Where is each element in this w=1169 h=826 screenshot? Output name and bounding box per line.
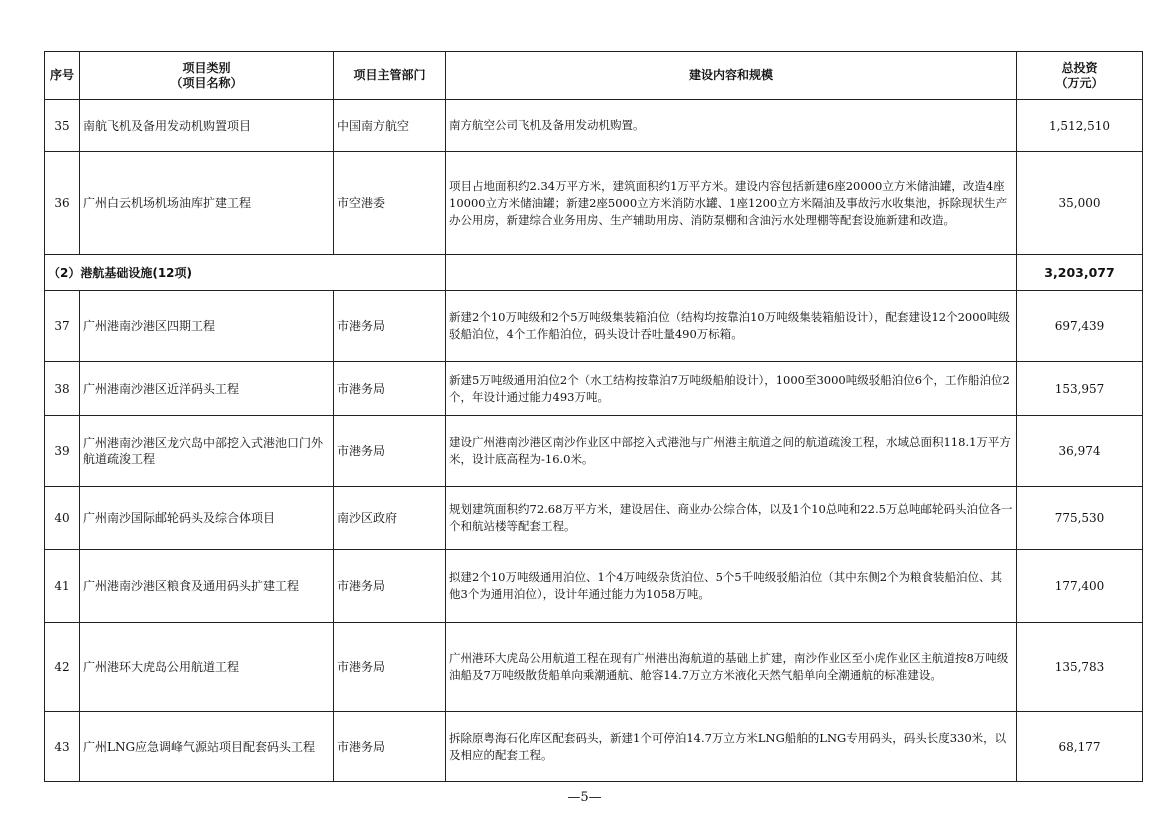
header-content: 建设内容和规模: [446, 52, 1017, 100]
table-row: [45, 712, 1143, 782]
table-row: [45, 362, 1143, 416]
row-seq: 43: [45, 712, 80, 782]
row-name: 南航飞机及备用发动机购置项目: [80, 100, 334, 152]
row-content: 项目占地面积约2.34万平方米，建筑面积约1万平方米。建设内容包括新建6座20000立方米储油罐，改造4座10000立方米储油罐；新建2座5000立方米消防水罐、1座1200立方米隔油及事故污水收集池，拆除现状生产办公用房，新建综合业务用房、生产辅助用房、消防泵棚和含油污水处理棚等配套设施新建和改造。: [446, 152, 1017, 255]
row-name: 广州南沙国际邮轮码头及综合体项目: [80, 487, 334, 550]
row-content: 规划建筑面积约72.68万平方米，建设居住、商业办公综合体，以及1个10总吨和22.5万总吨邮轮码头泊位各一个和航站楼等配套工程。: [446, 487, 1017, 550]
page-number: —5—: [567, 790, 602, 805]
table-header-row: [45, 52, 1143, 100]
row-seq: 35: [45, 100, 80, 152]
row-content: 新建5万吨级通用泊位2个（水工结构按靠泊7万吨级船舶设计），1000至3000吨级驳船泊位6个，工作船泊位2个，年设计通过能力493万吨。: [446, 362, 1017, 416]
row-seq: 39: [45, 416, 80, 487]
row-invest: 35,000: [1017, 152, 1143, 255]
row-name: 广州港南沙港区近洋码头工程: [80, 362, 334, 416]
row-name: 广州港南沙港区龙穴岛中部挖入式港池口门外航道疏浚工程: [80, 416, 334, 487]
row-invest: 153,957: [1017, 362, 1143, 416]
table-row: [45, 152, 1143, 255]
row-name: 广州港南沙港区粮食及通用码头扩建工程: [80, 550, 334, 623]
row-invest: 68,177: [1017, 712, 1143, 782]
row-content: 建设广州港南沙港区南沙作业区中部挖入式港池与广州港主航道之间的航道疏浚工程，水域总面积118.1万平方米，设计底高程为-16.0米。: [446, 416, 1017, 487]
row-invest: 177,400: [1017, 550, 1143, 623]
table-row: [45, 291, 1143, 362]
row-content: 广州港环大虎岛公用航道工程在现有广州港出海航道的基础上扩建，南沙作业区至小虎作业区主航道按8万吨级油船及7万吨级散货船单向乘潮通航、舱容14.7万立方米液化天然气船单向全潮通航的标准建设。: [446, 623, 1017, 712]
row-dept: 市港务局: [334, 291, 446, 362]
header-category-line2: （项目名称）: [170, 75, 243, 90]
table-row: [45, 100, 1143, 152]
row-seq: 41: [45, 550, 80, 623]
row-seq: 40: [45, 487, 80, 550]
row-name: 广州港环大虎岛公用航道工程: [80, 623, 334, 712]
header-invest-line1: 总投资: [1061, 60, 1098, 75]
table-row: [45, 550, 1143, 623]
row-invest: 135,783: [1017, 623, 1143, 712]
row-dept: 中国南方航空: [334, 100, 446, 152]
row-invest: 697,439: [1017, 291, 1143, 362]
row-content: 拟建2个10万吨级通用泊位、1个4万吨级杂货泊位、5个5千吨级驳船泊位（其中东侧2个为粮食装船泊位、其他3个为通用泊位），设计年通过能力为1058万吨。: [446, 550, 1017, 623]
row-dept: 市港务局: [334, 416, 446, 487]
header-category-line1: 项目类别: [182, 60, 231, 75]
row-invest: 775,530: [1017, 487, 1143, 550]
row-seq: 38: [45, 362, 80, 416]
row-dept: 市港务局: [334, 712, 446, 782]
row-seq: 42: [45, 623, 80, 712]
table-row: [45, 623, 1143, 712]
header-category: [80, 52, 334, 100]
row-name: 广州港南沙港区四期工程: [80, 291, 334, 362]
row-name: 广州白云机场机场油库扩建工程: [80, 152, 334, 255]
table-row: [45, 487, 1143, 550]
section-title: （2）港航基础设施(12项): [45, 255, 446, 291]
row-dept: 市港务局: [334, 623, 446, 712]
header-dept: 项目主管部门: [334, 52, 446, 100]
row-dept: 市空港委: [334, 152, 446, 255]
row-invest: 36,974: [1017, 416, 1143, 487]
header-invest: [1017, 52, 1143, 100]
header-seq: 序号: [45, 52, 80, 100]
row-content: 南方航空公司飞机及备用发动机购置。: [446, 100, 1017, 152]
row-dept: 市港务局: [334, 550, 446, 623]
row-dept: 市港务局: [334, 362, 446, 416]
row-content: 拆除原粤海石化库区配套码头，新建1个可停泊14.7万立方米LNG船舶的LNG专用码头，码头长度330米，以及相应的配套工程。: [446, 712, 1017, 782]
section-invest: 3,203,077: [1017, 255, 1143, 291]
row-seq: 37: [45, 291, 80, 362]
section-row: [45, 255, 1143, 291]
section-empty-cell: [446, 255, 1017, 291]
header-invest-line2: （万元）: [1055, 75, 1104, 90]
table-row: [45, 416, 1143, 487]
row-dept: 南沙区政府: [334, 487, 446, 550]
row-seq: 36: [45, 152, 80, 255]
row-invest: 1,512,510: [1017, 100, 1143, 152]
row-name: 广州LNG应急调峰气源站项目配套码头工程: [80, 712, 334, 782]
row-content: 新建2个10万吨级和2个5万吨级集装箱泊位（结构均按靠泊10万吨级集装箱船设计），配套建设12个2000吨级驳船泊位，4个工作船泊位，码头设计吞吐量490万标箱。: [446, 291, 1017, 362]
investment-table: [44, 51, 1143, 782]
